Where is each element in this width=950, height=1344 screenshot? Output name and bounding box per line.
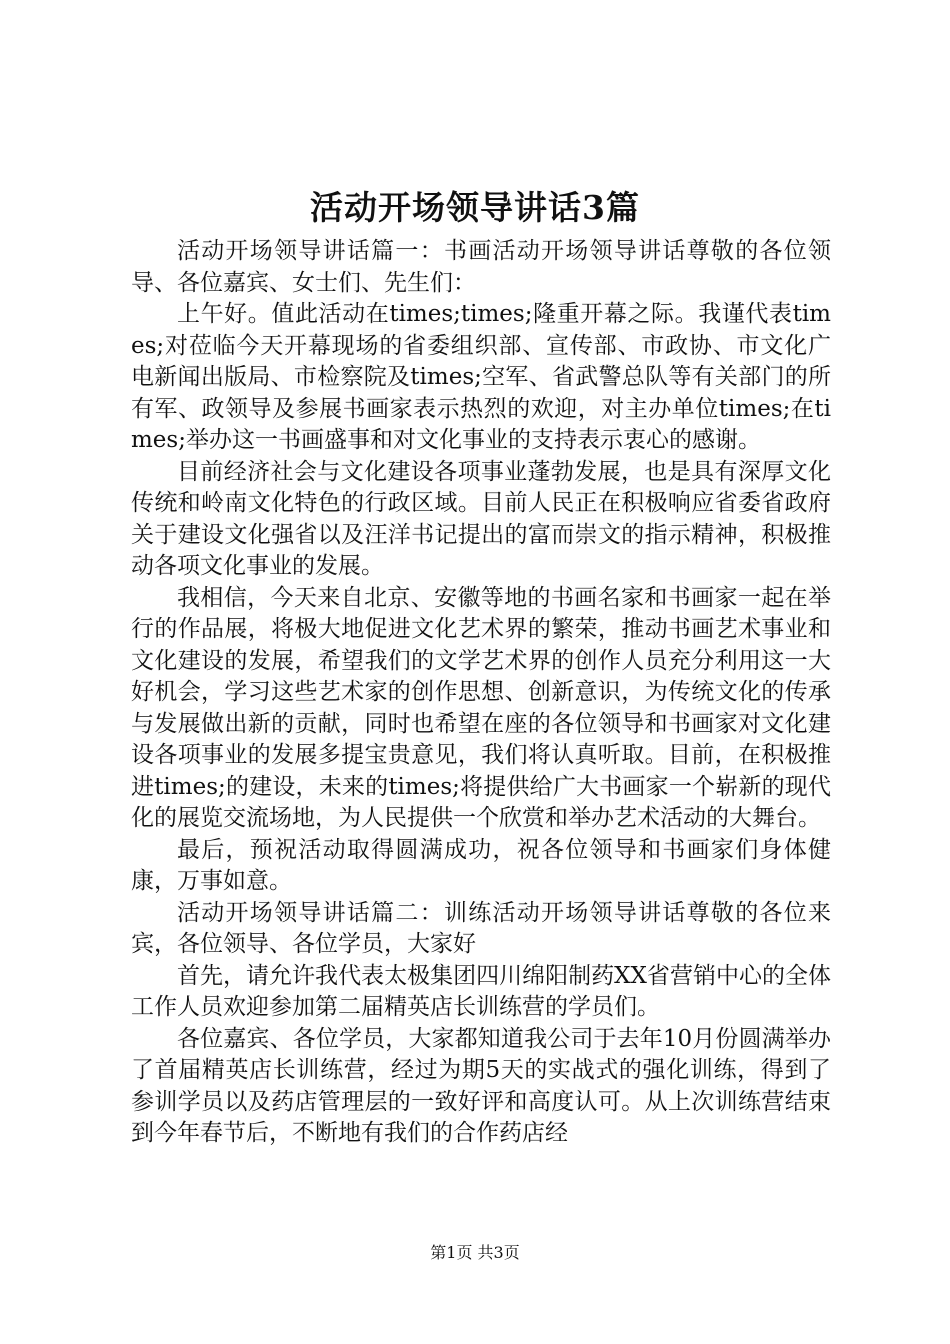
paragraph: 目前经济社会与文化建设各项事业蓬勃发展，也是具有深厚文化传统和岭南文化特色的行政区域。目前人民正在积极响应省委省政府关于建设文化强省以及汪洋书记提出的富而崇文的指示精神，积极推动各项文化事业的发展。 (131, 458, 831, 579)
paragraph: 首先，请允许我代表太极集团四川绵阳制药XX省营销中心的全体工作人员欢迎参加第二届精英店长训练营的学员们。 (131, 962, 831, 1020)
paragraph: 各位嘉宾、各位学员，大家都知道我公司于去年10月份圆满举办了首届精英店长训练营，经过为期5天的实战式的强化训练，得到了参训学员以及药店管理层的一致好评和高度认可。从上次训练营结束到今年春节后，不断地有我们的合作药店经 (131, 1025, 831, 1146)
paragraph: 活动开场领导讲话篇一：书画活动开场领导讲话尊敬的各位领导、各位嘉宾、女士们、先生们： (131, 238, 831, 296)
paragraph: 上午好。值此活动在times;times;隆重开幕之际。我谨代表times;对莅临今天开幕现场的省委组织部、宣传部、市政协、市文化广电新闻出版局、市检察院及times;空军、省武警总队等有关部门的所有军、政领导及参展书画家表示热烈的欢迎，对主办单位times;在times;举办这一书画盛事和对文化事业的支持表示衷心的感谢。 (131, 301, 831, 453)
document-title: 活动开场领导讲话3篇 (310, 188, 640, 227)
document-body (131, 236, 831, 1150)
paragraph: 活动开场领导讲话篇二：训练活动开场领导讲话尊敬的各位来宾，各位领导、各位学员，大家好 (131, 899, 831, 957)
paragraph: 我相信，今天来自北京、安徽等地的书画名家和书画家一起在举行的作品展，将极大地促进文化艺术界的繁荣，推动书画艺术事业和文化建设的发展，希望我们的文学艺术界的创作人员充分利用这一大好机会，学习这些艺术家的创作思想、创新意识，为传统文化的传承与发展做出新的贡献，同时也希望在座的各位领导和书画家对文化建设各项事业的发展多提宝贵意见，我们将认真听取。目前，在积极推进times;的建设，未来的times;将提供给广大书画家一个崭新的现代化的展览交流场地，为人民提供一个欣赏和举办艺术活动的大舞台。 (131, 584, 831, 831)
page-footer: 第1页 共3页 (430, 1243, 520, 1262)
paragraph: 最后，预祝活动取得圆满成功，祝各位领导和书画家们身体健康，万事如意。 (131, 836, 831, 894)
